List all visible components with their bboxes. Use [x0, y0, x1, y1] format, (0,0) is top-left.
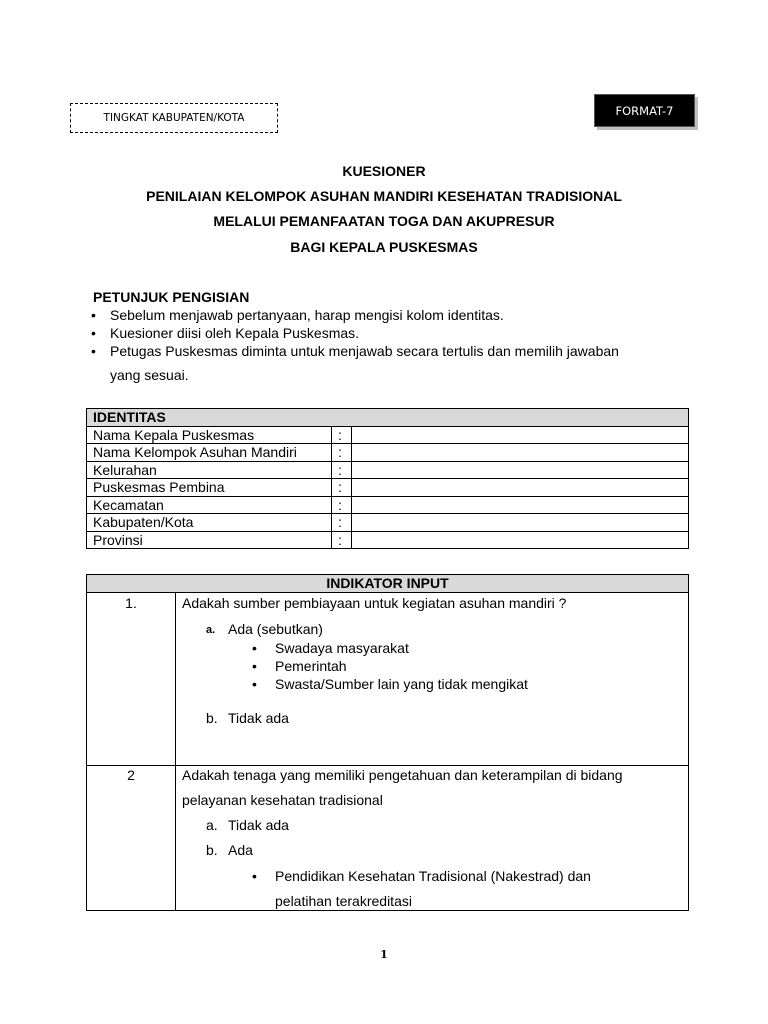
option-marker: b. [206, 842, 218, 858]
question-number-text: 1. [125, 595, 137, 611]
identity-value-field[interactable] [352, 426, 689, 444]
option-a[interactable] [182, 816, 688, 834]
table-row [87, 426, 689, 444]
identity-value-field[interactable] [352, 496, 689, 514]
identity-separator: : [332, 514, 352, 532]
identity-value-field[interactable] [352, 514, 689, 532]
identity-label: Kecamatan [87, 496, 332, 514]
option-a[interactable] [182, 620, 688, 638]
sub-option-label: Pemerintah [275, 658, 347, 674]
identity-separator: : [332, 444, 352, 462]
table-row [87, 766, 689, 911]
bullet-icon: • [252, 640, 257, 656]
table-row [87, 479, 689, 497]
sub-option[interactable] [182, 657, 688, 675]
identity-value-field[interactable] [352, 461, 689, 479]
identity-separator: : [332, 461, 352, 479]
level-label-box [70, 103, 278, 133]
instructions-heading: PETUNJUK PENGISIAN [93, 289, 250, 305]
identity-label: Nama Kelompok Asuhan Mandiri [87, 444, 332, 462]
instruction-item [88, 342, 688, 360]
instruction-item [88, 324, 688, 342]
option-marker: a. [206, 624, 216, 636]
identity-value-field[interactable] [352, 479, 689, 497]
sub-option-label: Swasta/Sumber lain yang tidak mengikat [275, 676, 528, 692]
option-b[interactable] [182, 709, 688, 727]
doc-subtitle-2: MELALUI PEMANFAATAN TOGA DAN AKUPRESUR [213, 213, 555, 229]
question-cell [176, 766, 689, 911]
table-row [87, 496, 689, 514]
instruction-text: Kuesioner diisi oleh Kepala Puskesmas. [110, 325, 360, 341]
bullet-icon: • [252, 868, 257, 884]
identity-label: Kelurahan [87, 461, 332, 479]
instruction-text-cont: yang sesuai. [110, 367, 189, 383]
table-row [87, 531, 689, 549]
doc-title: KUESIONER [342, 163, 426, 179]
table-row [87, 593, 689, 766]
question-text: Adakah tenaga yang memiliki pengetahuan dan keterampilan di bidang [182, 767, 623, 783]
identity-table [86, 408, 689, 549]
sub-option-label-cont: pelatihan terakreditasi [275, 893, 412, 909]
doc-subtitle-1: PENILAIAN KELOMPOK ASUHAN MANDIRI KESEHATAN TRADISIONAL [146, 188, 622, 204]
instruction-text: Petugas Puskesmas diminta untuk menjawab secara tertulis dan memilih jawaban [110, 343, 619, 359]
identity-label: Puskesmas Pembina [87, 479, 332, 497]
identity-label: Provinsi [87, 531, 332, 549]
instructions-list [88, 306, 688, 384]
question-text: Adakah sumber pembiayaan untuk kegiatan asuhan mandiri ? [182, 595, 567, 611]
bullet-icon: • [252, 676, 257, 692]
question-number-text: 2 [127, 767, 135, 783]
format-badge [594, 94, 695, 127]
sub-option-label: Pendidikan Kesehatan Tradisional (Nakestrad) dan [275, 868, 591, 884]
option-marker: b. [206, 710, 218, 726]
option-label: Tidak ada [228, 817, 289, 833]
bullet-icon: • [91, 343, 96, 359]
identity-heading: IDENTITAS [87, 409, 689, 427]
question-cell [176, 593, 689, 766]
indicator-heading: INDIKATOR INPUT [87, 575, 689, 593]
indicator-table [86, 574, 689, 911]
question-number [87, 593, 176, 766]
level-label: TINGKAT KABUPATEN/KOTA [103, 112, 245, 124]
sub-option-label: Swadaya masyarakat [275, 640, 409, 656]
sub-option[interactable] [182, 675, 688, 693]
sub-option[interactable] [182, 639, 688, 657]
instruction-item [88, 306, 688, 324]
option-label: Tidak ada [228, 710, 289, 726]
identity-label: Nama Kepala Puskesmas [87, 426, 332, 444]
table-row [87, 514, 689, 532]
bullet-icon: • [91, 325, 96, 341]
question-number [87, 766, 176, 911]
identity-value-field[interactable] [352, 444, 689, 462]
bullet-icon: • [252, 658, 257, 674]
identity-separator: : [332, 531, 352, 549]
option-label: Ada [228, 842, 253, 858]
option-b[interactable] [182, 841, 688, 859]
identity-separator: : [332, 479, 352, 497]
identity-separator: : [332, 426, 352, 444]
instruction-text: Sebelum menjawab pertanyaan, harap mengisi kolom identitas. [110, 307, 504, 323]
sub-option-cont [182, 892, 688, 910]
question-text-cont: pelayanan kesehatan tradisional [182, 792, 383, 808]
identity-separator: : [332, 496, 352, 514]
page-number: 1 [380, 948, 388, 961]
identity-value-field[interactable] [352, 531, 689, 549]
option-label: Ada (sebutkan) [228, 621, 323, 637]
table-row [87, 444, 689, 462]
option-marker: a. [206, 817, 218, 833]
doc-subtitle-3: BAGI KEPALA PUSKESMAS [290, 239, 478, 255]
identity-label: Kabupaten/Kota [87, 514, 332, 532]
format-label: FORMAT-7 [615, 103, 674, 118]
bullet-icon: • [91, 307, 96, 323]
table-row [87, 461, 689, 479]
sub-option[interactable] [182, 867, 688, 885]
